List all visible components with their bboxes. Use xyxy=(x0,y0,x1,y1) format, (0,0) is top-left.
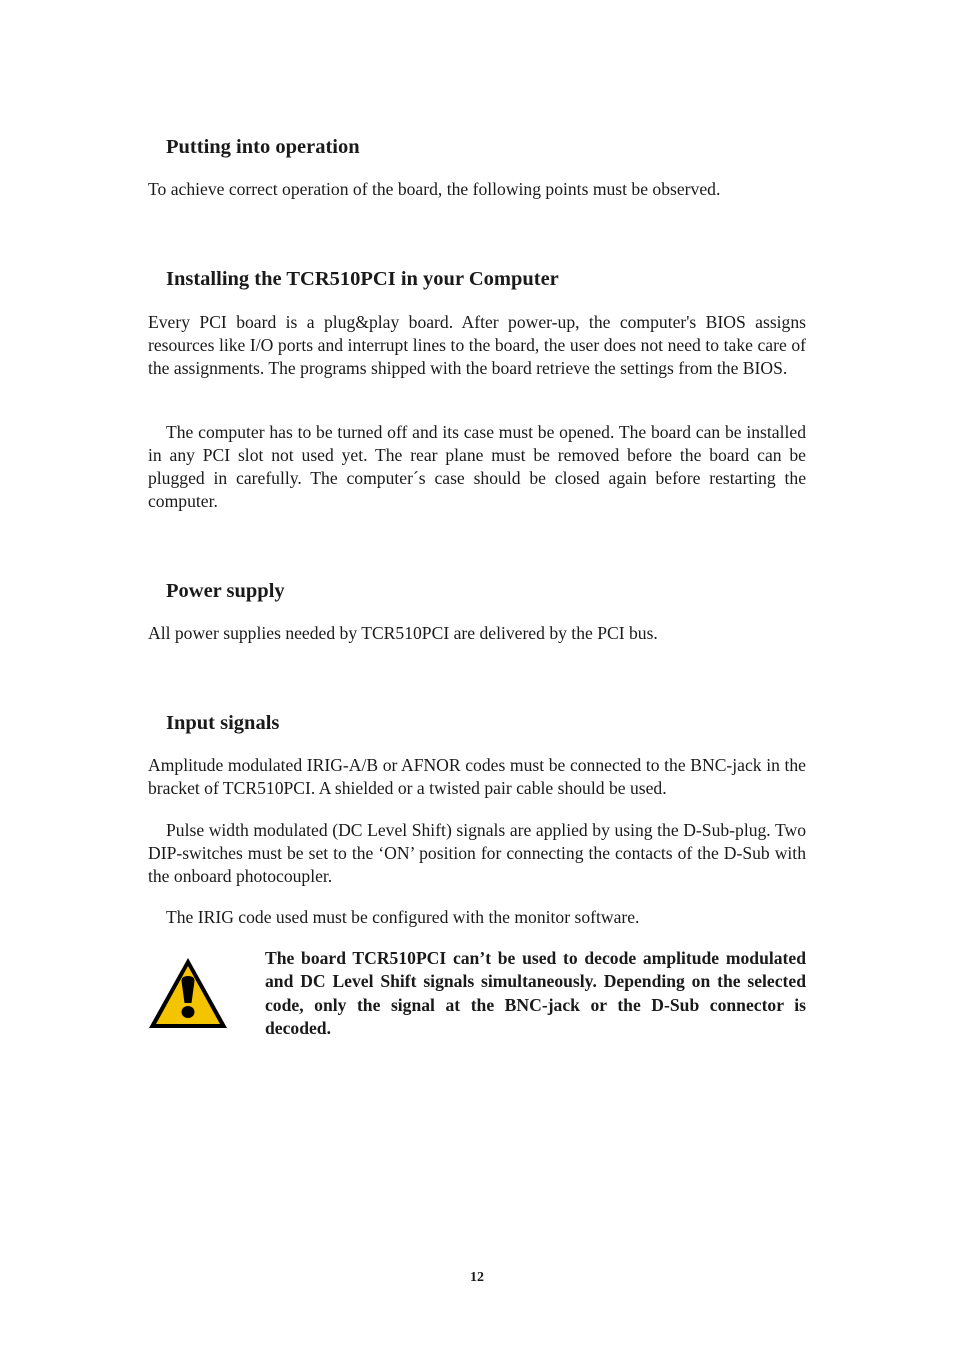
paragraph-install-steps: The computer has to be turned off and its case must be opened. The board can be installed in any PCI slot not used yet. The rear plane must be removed before the board can be plugged in carefully. The computer´s case should be closed again before restarting the computer. xyxy=(148,422,806,511)
paragraph-irig-config: The IRIG code used must be configured with the monitor software. xyxy=(166,907,640,927)
heading-power-supply: Power supply xyxy=(166,580,285,602)
paragraph-pulse-width: Pulse width modulated (DC Level Shift) signals are applied by using the D-Sub-plug. Two DIP-switches must be set to the ‘ON’ position for connecting the contacts of the D-Sub with the onboard photocoupler. xyxy=(148,820,806,886)
warning-note: The board TCR510PCI can’t be used to decode amplitude modulated and DC Level Shift signals simultaneously. Depending on the selected code, only the signal at the BNC-jack or the D-Sub connector is decoded. xyxy=(265,948,806,1039)
heading-input-signals: Input signals xyxy=(166,712,280,734)
paragraph-plug-and-play: Every PCI board is a plug&play board. After power-up, the computer's BIOS assigns resources like I/O ports and interrupt lines to the board, the user does not need to take care of the assignments. The programs shipped with the board retrieve the settings from the BIOS. xyxy=(148,312,806,378)
paragraph-power-supply: All power supplies needed by TCR510PCI are delivered by the PCI bus. xyxy=(148,623,658,643)
paragraph-operation-intro: To achieve correct operation of the board, the following points must be observed. xyxy=(148,179,721,199)
page-number: 12 xyxy=(470,1270,484,1285)
warning-triangle-icon xyxy=(148,957,228,1029)
heading-putting-into-operation: Putting into operation xyxy=(166,136,360,158)
heading-installing: Installing the TCR510PCI in your Computer xyxy=(166,268,559,290)
paragraph-amplitude-modulated: Amplitude modulated IRIG-A/B or AFNOR codes must be connected to the BNC-jack in the bracket of TCR510PCI. A shielded or a twisted pair cable should be used. xyxy=(148,755,806,798)
